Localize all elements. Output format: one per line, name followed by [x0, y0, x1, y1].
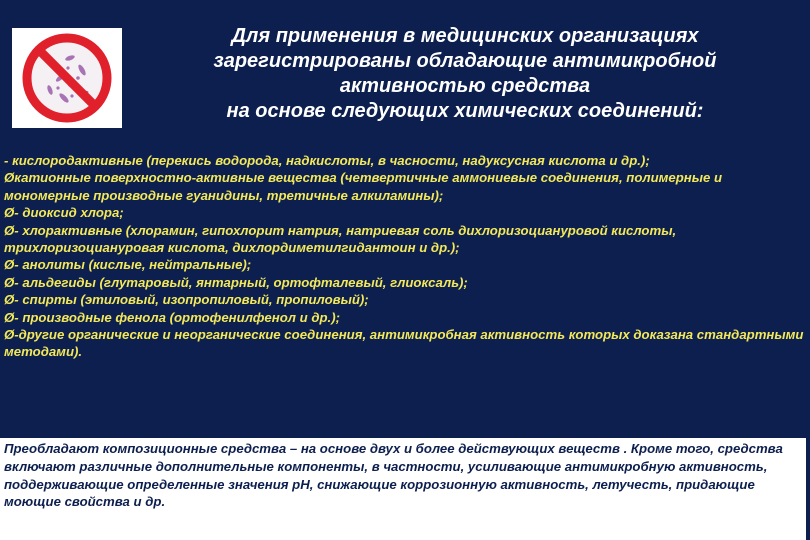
- title-line: Для применения в медицинских организациях: [231, 25, 699, 47]
- arrow-bullet-icon: Ø: [4, 309, 15, 325]
- no-microbes-prohibition-icon: [12, 28, 122, 128]
- arrow-bullet-icon: Ø: [4, 257, 15, 273]
- arrow-bullet-icon: Ø: [4, 170, 15, 186]
- title-line: активностью средства: [339, 75, 591, 97]
- list-item: [4, 309, 806, 326]
- arrow-bullet-icon: Ø: [4, 222, 15, 238]
- list-item: [4, 222, 806, 257]
- slide-header: [0, 0, 810, 150]
- list-item: [4, 326, 806, 361]
- list-item: [4, 291, 806, 308]
- arrow-bullet-icon: Ø: [4, 274, 15, 290]
- list-item-text: катионные поверхностно-активные вещества (четвертичные аммониевые соединения, полимерные и мономерные производные гуанидины, третичные алкиламины);: [4, 170, 723, 203]
- arrow-bullet-icon: Ø: [4, 205, 15, 221]
- list-item-text: - хлорактивные (хлорамин, гипохлорит натрия, натриевая соль дихлоризоциануровой кислоты, трихлоризоциануровая кислота, дихлордиметилгидантоин и др.);: [4, 222, 677, 256]
- slide-title: [130, 24, 800, 124]
- list-item: [4, 274, 806, 291]
- summary-text: Преобладают композиционные средства – на основе двух и более действующих веществ . Кроме того, средства включают различные дополнительные компоненты, в частности, усиливающие антимикробную активность, поддерживающие определенные значения рН, снижающие коррозионную активность, летучесть, придающие моющие свойства и др.: [4, 441, 783, 510]
- arrow-bullet-icon: Ø: [4, 292, 15, 308]
- prohibition-sign-graphic: [12, 28, 122, 128]
- list-item-text: - производные фенола (ортофенилфенол и др.);: [14, 309, 340, 325]
- list-item: [4, 204, 806, 221]
- list-item-text: - спирты (этиловый, изопропиловый, пропиловый);: [14, 292, 369, 308]
- bullet-mark: -: [4, 153, 9, 168]
- list-item-text: - альдегиды (глутаровый, янтарный, ортофталевый, глиоксаль);: [14, 274, 468, 290]
- list-item-text: -другие органические и неорганические соединения, антимикробная активность которых доказана стандартными методами).: [4, 327, 804, 360]
- list-item-text: - анолиты (кислые, нейтральные);: [14, 257, 252, 273]
- compound-list: [4, 152, 806, 361]
- list-item: [4, 152, 806, 169]
- list-item-text: кислородактивные (перекись водорода, надкислоты, в часности, надуксусная кислота и др.);: [8, 153, 650, 168]
- list-item: [4, 256, 806, 273]
- list-item-text: - диоксид хлора;: [14, 205, 124, 221]
- title-line: зарегистрированы обладающие антимикробной: [213, 50, 717, 72]
- summary-box: [0, 436, 806, 540]
- arrow-bullet-icon: Ø: [4, 327, 15, 343]
- list-item: [4, 169, 806, 204]
- title-line: на основе следующих химических соединений:: [226, 100, 704, 122]
